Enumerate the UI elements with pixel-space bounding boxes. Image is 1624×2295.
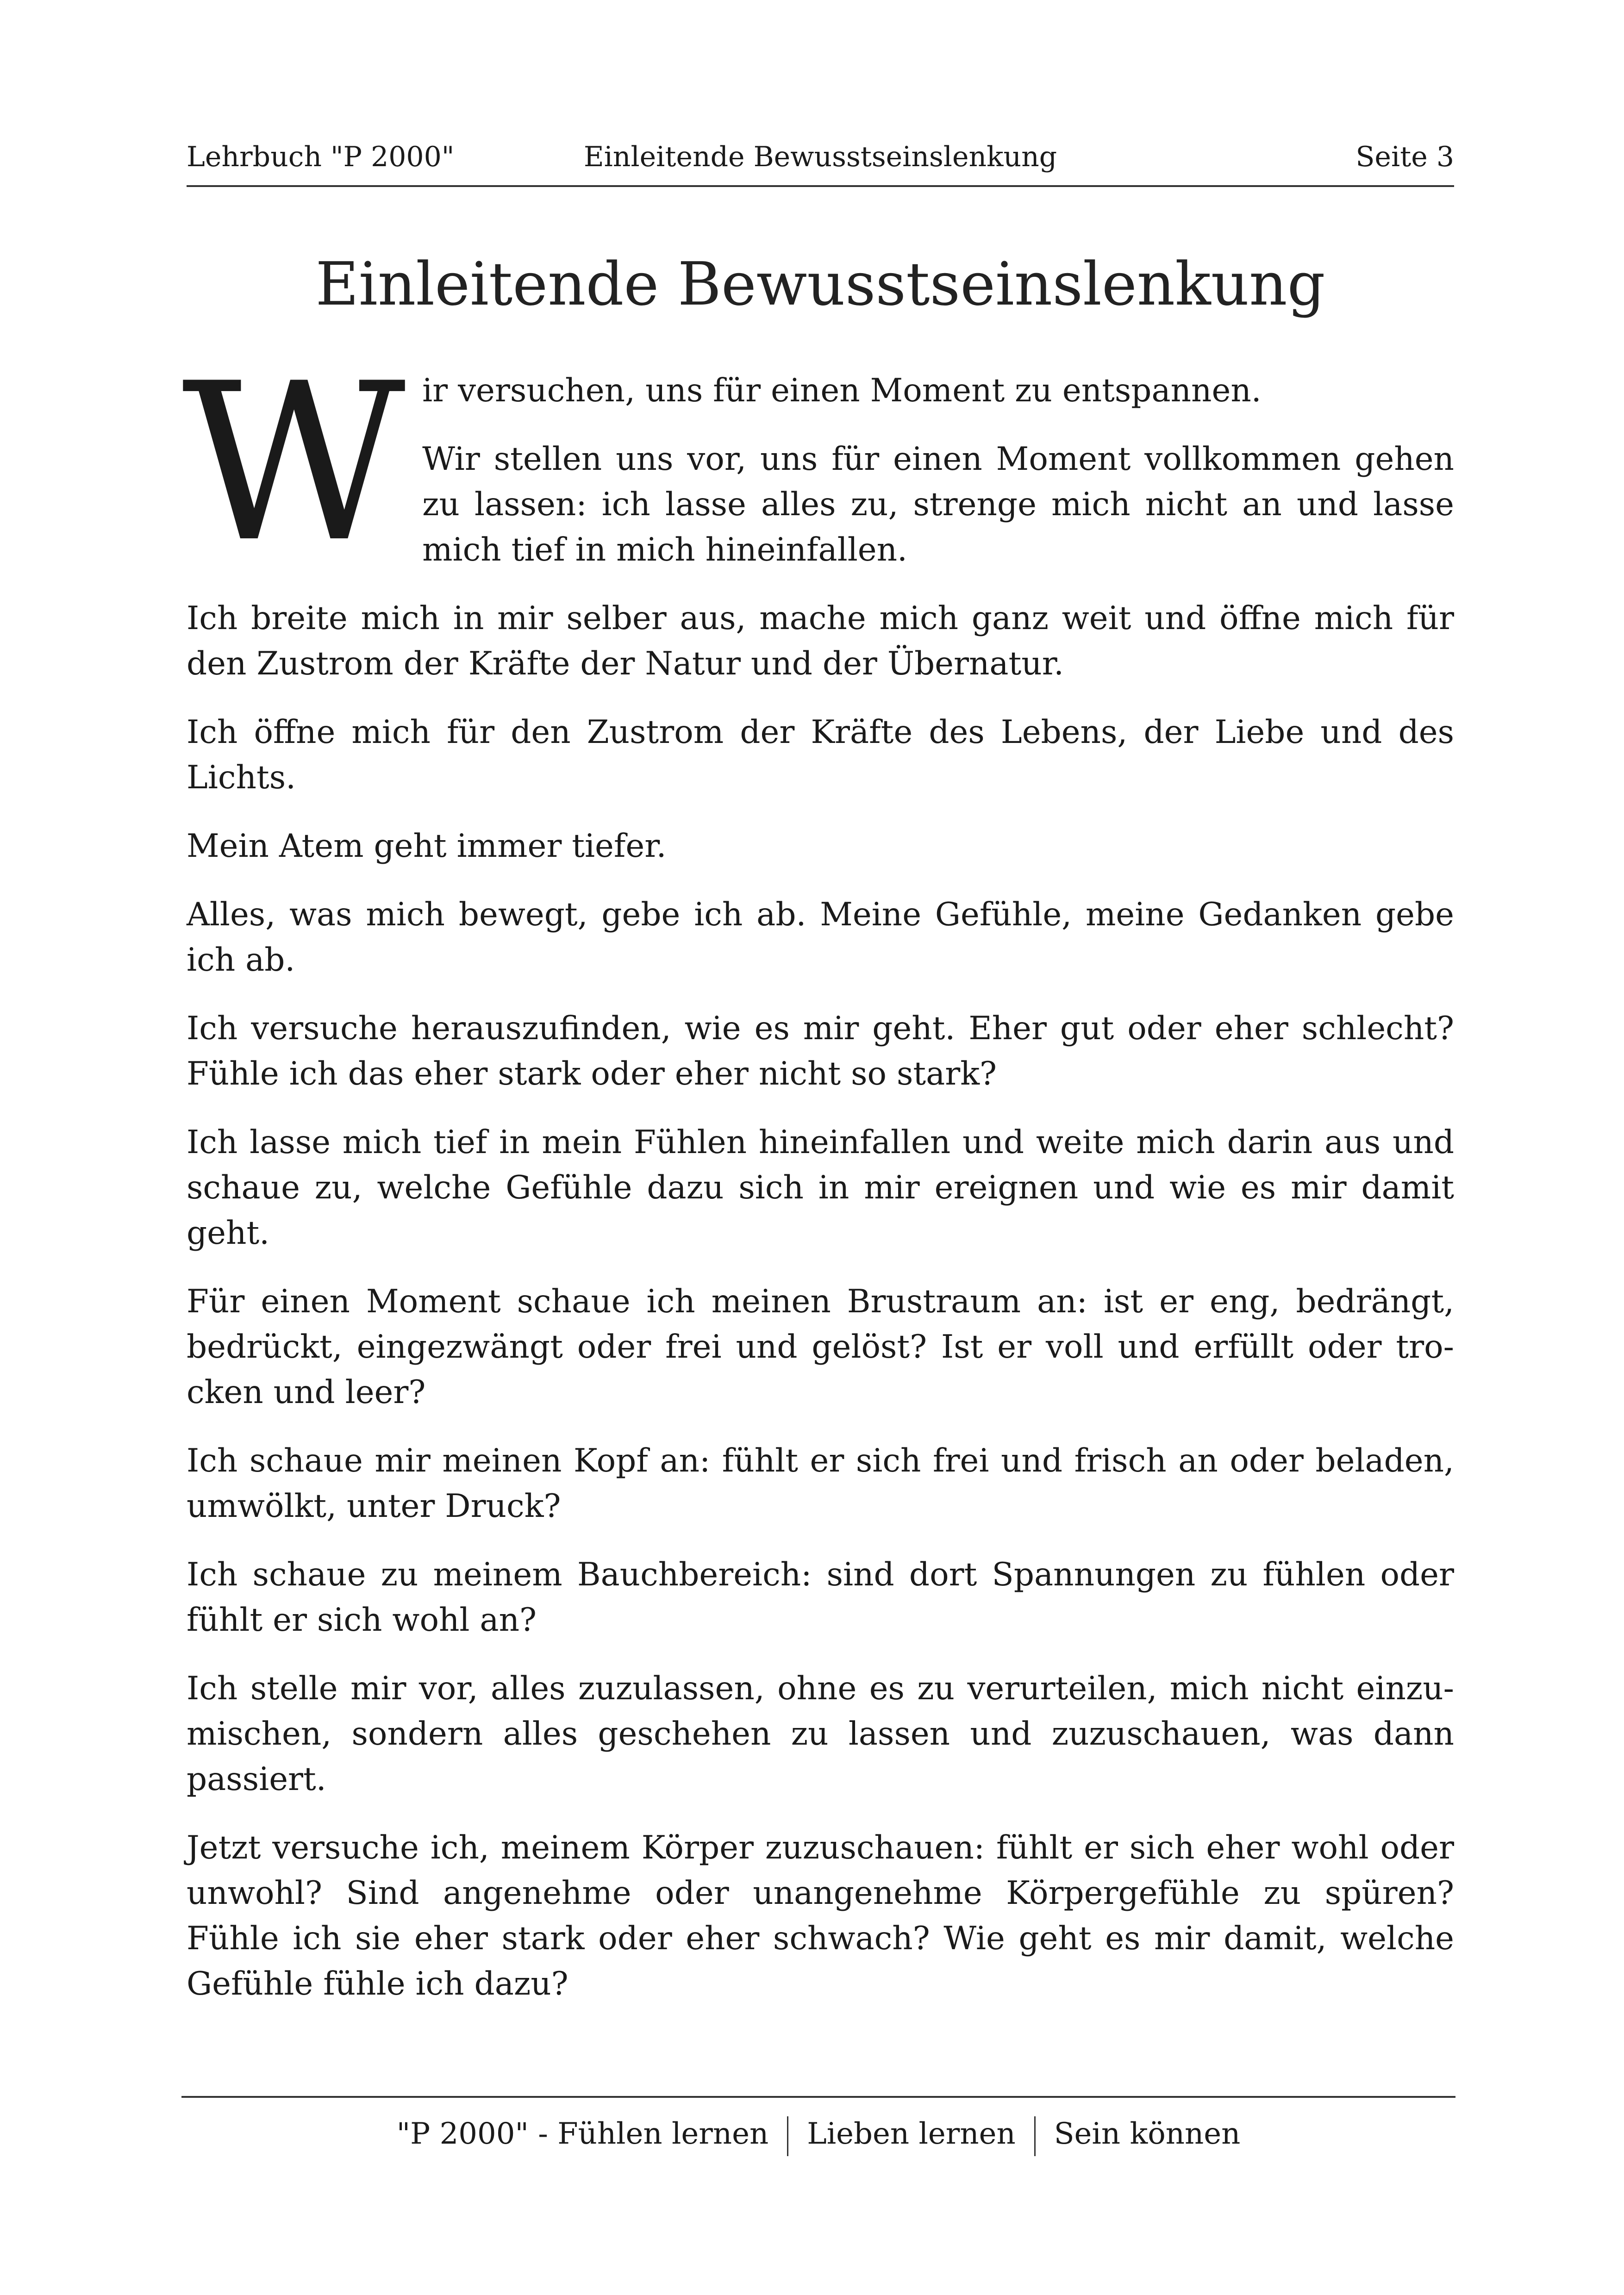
drop-cap: W [182, 337, 406, 590]
paragraph-3: Ich breite mich in mir selber aus, mache mich ganz weit und öffne mich für den Zustrom der Kräfte der Natur und der Übernatur. [187, 600, 1454, 682]
paragraph-1-text: ir versuchen, uns für einen Moment zu entspannen. [422, 372, 1262, 409]
paragraph-13: Jetzt versuche ich, meinem Körper zuzuschauen: fühlt er sich eher wohl oder unwohl? Sind angenehme oder unangenehme Körpergefühle zu spüren? Fühle ich sie eher stark oder eher schwach? Wie geht es mir damit, welche Gefühle fühle ich dazu? [187, 1829, 1454, 2002]
page-header [187, 134, 1454, 187]
paragraph-6: Alles, was mich bewegt, gebe ich ab. Meine Gefühle, meine Gedanken gebe ich ab. [187, 896, 1454, 979]
header-book-title: Lehrbuch "P 2000" [187, 141, 455, 173]
page-title: Einleitende Bewusstseinslenkung [315, 250, 1325, 319]
footer-segment-loving: Lieben lernen [807, 2117, 1016, 2151]
paragraph-10: Ich schaue mir meinen Kopf an: fühlt er sich frei und frisch an oder beladen, umwölkt, unter Druck? [187, 1442, 1454, 1525]
paragraph-11: Ich schaue zu meinem Bauchbereich: sind dort Spannungen zu fühlen oder fühlt er sich wohl an? [187, 1556, 1454, 1639]
footer-segment-feeling: "P 2000" - Fühlen lernen [396, 2117, 769, 2151]
paragraph-12: Ich stelle mir vor, alles zuzulassen, ohne es zu verurteilen, mich nicht einzu-mischen, sondern alles geschehen zu lassen und zuzuschauen, was dann passiert. [187, 1670, 1454, 1798]
body-text [182, 337, 1454, 2030]
paragraph-2: Wir stellen uns vor, uns für einen Moment vollkommen gehen zu lassen: ich lasse alles zu, strenge mich nicht an und lasse mich tief in mich hineinfallen. [422, 441, 1454, 568]
paragraph-5: Mein Atem geht immer tiefer. [187, 828, 667, 865]
page-footer [181, 2096, 1455, 2157]
footer-segment-being: Sein können [1054, 2117, 1241, 2151]
paragraph-9: Für einen Moment schaue ich meinen Brustraum an: ist er eng, bedrängt, bedrückt, eingezwängt oder frei und gelöst? Ist er voll und erfüllt oder tro-cken und leer? [187, 1283, 1454, 1411]
paragraph-7: Ich versuche herauszufinden, wie es mir geht. Eher gut oder eher schlecht? Fühle ich das eher stark oder eher nicht so stark? [187, 1010, 1454, 1092]
header-page-number: Seite 3 [1355, 141, 1454, 173]
paragraph-8: Ich lasse mich tief in mein Fühlen hineinfallen und weite mich darin aus und schaue zu, welche Gefühle dazu sich in mir ereignen und wie es mir damit geht. [187, 1124, 1454, 1252]
paragraph-4: Ich öffne mich für den Zustrom der Kräfte des Lebens, der Liebe und des Lichts. [187, 714, 1454, 796]
header-chapter-title: Einleitende Bewusstseinslenkung [583, 141, 1057, 173]
